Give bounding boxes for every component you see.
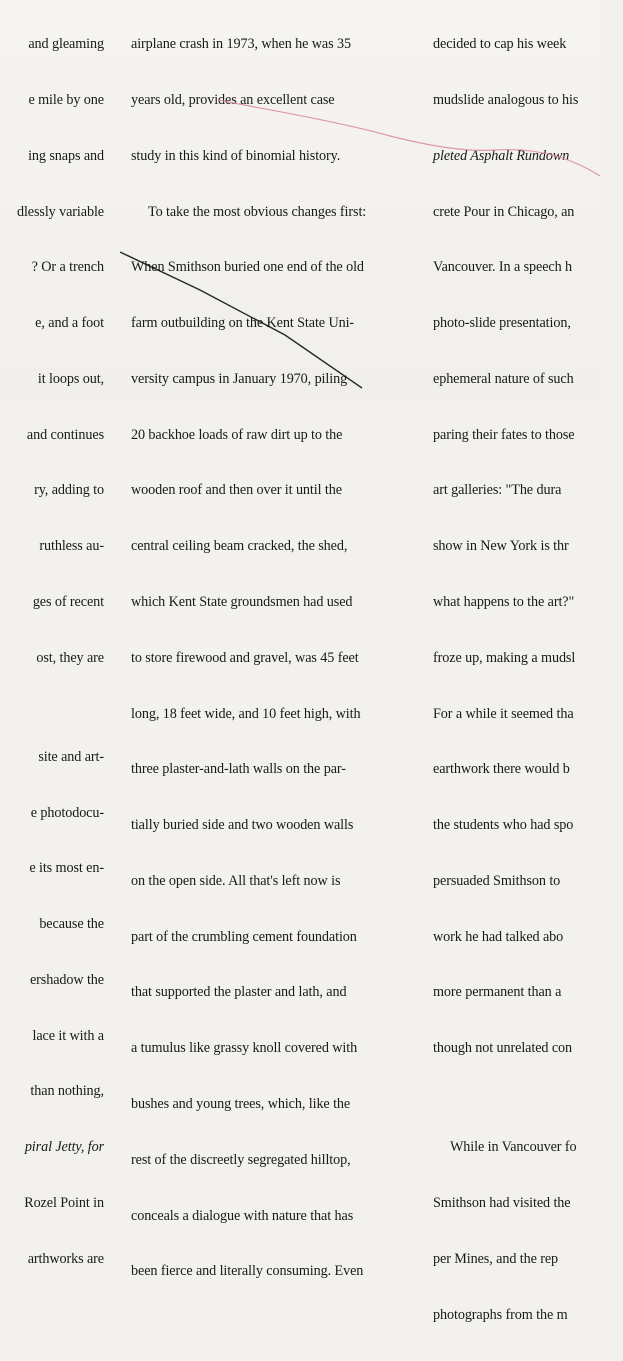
text-line: To take the most obvious changes first: <box>148 203 367 220</box>
text-line: For a while it seemed tha <box>433 705 574 722</box>
text-line: conceals a dialogue with nature that has <box>131 1207 354 1224</box>
text-line: that supported the plaster and lath, and <box>131 984 347 1001</box>
text-line: Rozel Point in <box>24 1195 104 1211</box>
text-line: ry, adding to <box>34 482 104 499</box>
text-line: work he had talked abo <box>433 928 564 945</box>
text-line: ing snaps and <box>28 147 104 164</box>
text-line: it loops out, <box>37 370 104 387</box>
text-line: rest of the discreetly segregated hilltop, <box>131 1151 351 1168</box>
right-column-text <box>433 0 623 1361</box>
text-line: part of the crumbling cement foundation <box>131 928 357 945</box>
text-line: airplane crash in 1973, when he was 35 <box>131 36 351 53</box>
paragraph-gap <box>0 705 104 711</box>
text-line: persuaded Smithson to <box>433 872 561 889</box>
text-line: decided to cap his week <box>433 36 567 53</box>
text-line: ost, they are <box>36 649 104 666</box>
text-line: bushes and young trees, which, like the <box>131 1096 351 1113</box>
text-line: study in this kind of binomial history. <box>131 147 341 164</box>
text-line: arthworks are <box>27 1250 104 1267</box>
text-line: lace it with a <box>32 1027 104 1044</box>
text-line: central ceiling beam cracked, the shed, <box>131 538 348 555</box>
text-line: ershadow the <box>29 971 104 988</box>
text-line: versity campus in January 1970, piling <box>131 370 348 387</box>
text-line: 20 backhoe loads of raw dirt up to the <box>131 426 343 443</box>
text-line: site and art- <box>38 748 104 765</box>
text-line: When Smithson buried one end of the old <box>131 259 364 276</box>
text-line: paring their fates to those <box>433 426 575 443</box>
text-line: e, and a foot <box>35 315 104 332</box>
text-line: e mile by one <box>28 91 104 108</box>
text-line: farm outbuilding on the Kent State Uni- <box>131 315 355 332</box>
left-column-text <box>0 0 104 1306</box>
text-line: While in Vancouver fo <box>450 1139 577 1156</box>
text-line: photo-slide presentation, <box>433 315 571 332</box>
text-line: more permanent than a <box>433 984 562 1001</box>
text-line: ? Or a trench <box>31 259 104 276</box>
text-line: froze up, making a mudsl <box>433 649 576 666</box>
text-line: which Kent State groundsmen had used <box>131 594 353 610</box>
text-line: a tumulus like grassy knoll covered with <box>131 1040 358 1057</box>
text-line: photographs from the m <box>433 1306 568 1323</box>
text-line: tially buried side and two wooden walls <box>131 817 354 834</box>
text-line: on the open side. All that's left now is <box>131 872 341 889</box>
text-line: what happens to the art?" <box>433 594 575 610</box>
text-line: per Mines, and the rep <box>433 1250 559 1267</box>
text-line: years old, provides an excellent case <box>131 91 335 108</box>
text-line: show in New York is thr <box>433 538 569 555</box>
text-line: the students who had spo <box>433 817 574 834</box>
text-line: ruthless au- <box>39 538 104 555</box>
text-line: dlessly variable <box>16 203 104 220</box>
text-line: than nothing, <box>30 1083 104 1100</box>
text-line: ges of recent <box>32 594 104 610</box>
text-line: and gleaming <box>28 36 104 53</box>
text-line: three plaster-and-lath walls on the par- <box>131 761 346 778</box>
text-line: pleted Asphalt Rundown <box>433 147 570 164</box>
text-line: mudslide analogous to his <box>433 91 579 108</box>
text-line: been fierce and literally consuming. Even <box>131 1263 364 1280</box>
text-line: art galleries: "The dura <box>433 482 562 499</box>
paragraph-gap <box>433 1095 623 1101</box>
text-line: and continues <box>26 426 104 443</box>
text-line: Vancouver. In a speech h <box>433 259 573 276</box>
text-line: wooden roof and then over it until the <box>131 482 342 499</box>
text-line: e its most en- <box>29 860 104 877</box>
text-line: to store firewood and gravel, was 45 feet <box>131 649 359 666</box>
text-line: piral Jetty, for <box>24 1139 104 1156</box>
text-line: because the <box>39 916 104 933</box>
text-line: earthwork there would b <box>433 761 570 778</box>
text-line: e photodocu- <box>30 804 104 821</box>
text-line: Smithson had visited the <box>433 1195 571 1211</box>
middle-column-text <box>131 0 393 1318</box>
text-line: crete Pour in Chicago, an <box>433 203 575 220</box>
text-line: ephemeral nature of such <box>433 370 574 387</box>
text-line: long, 18 feet wide, and 10 feet high, with <box>131 705 361 722</box>
text-line: though not unrelated con <box>433 1040 573 1057</box>
